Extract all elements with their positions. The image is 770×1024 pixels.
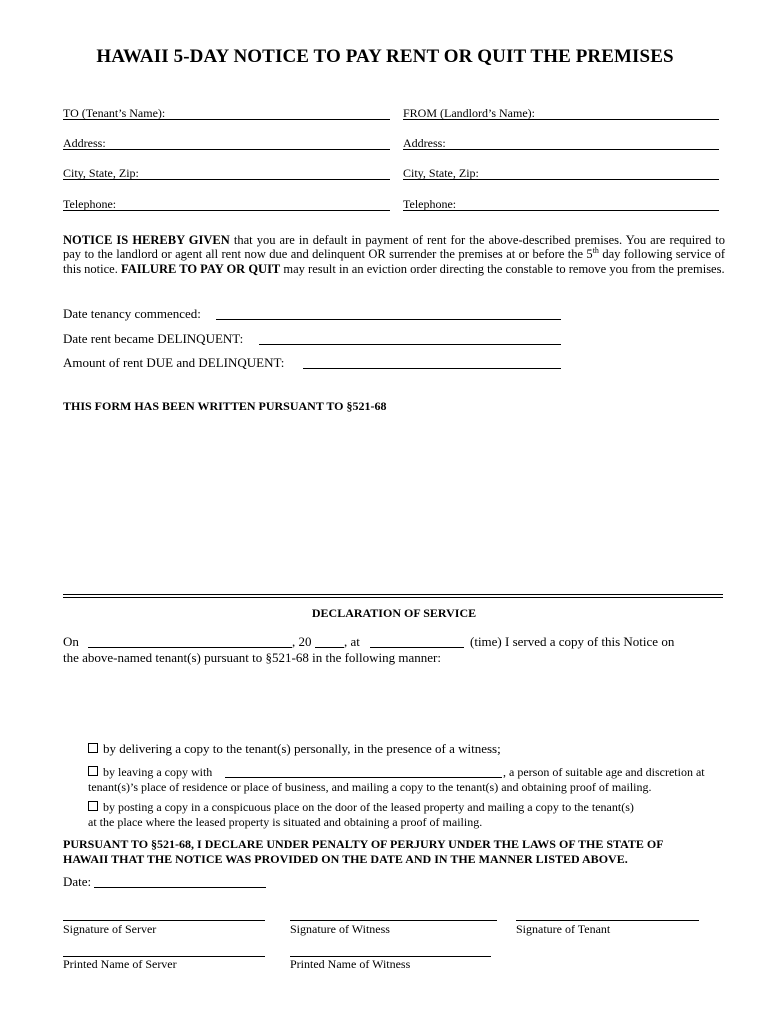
served-on-label: On <box>63 634 79 649</box>
checkbox-leave-copy[interactable] <box>88 766 98 776</box>
statute-note: THIS FORM HAS BEEN WRITTEN PURSUANT TO §521-68 <box>63 399 387 413</box>
checkbox-personal[interactable] <box>88 743 98 753</box>
witness-signature-label: Signature of Witness <box>290 922 390 936</box>
rent-delinquent-label: Date rent became DELINQUENT: <box>63 331 244 346</box>
perjury-statement-1: PURSUANT TO §521-68, I DECLARE UNDER PENALTY OF PERJURY UNDER THE LAWS OF THE STATE OF <box>63 837 664 851</box>
tenant-address-label: Address: <box>63 136 106 150</box>
landlord-city-field[interactable] <box>403 179 719 180</box>
served-time-text: (time) I served a copy of this Notice on <box>470 634 675 649</box>
date-label: Date: <box>63 874 92 889</box>
landlord-name-field[interactable] <box>403 119 719 120</box>
perjury-statement-2: HAWAII THAT THE NOTICE WAS PROVIDED ON THE DATE AND IN THE MANNER LISTED ABOVE. <box>63 852 628 866</box>
section-divider <box>63 594 723 598</box>
option-leave-copy-text: , a person of suitable age and discretion at <box>503 765 705 779</box>
declaration-heading: DECLARATION OF SERVICE <box>311 606 477 620</box>
tenant-name-label: TO (Tenant’s Name): <box>63 106 166 120</box>
tenancy-commenced-label: Date tenancy commenced: <box>63 306 201 321</box>
landlord-address-field[interactable] <box>403 149 719 150</box>
landlord-city-label: City, State, Zip: <box>403 166 479 180</box>
declaration-date-field[interactable] <box>94 887 266 888</box>
server-signature-field[interactable] <box>63 920 265 921</box>
amount-due-field[interactable] <box>303 368 561 369</box>
tenant-phone-field[interactable] <box>63 210 390 211</box>
checkbox-posting[interactable] <box>88 801 98 811</box>
option-posting-text-2: at the place where the leased property is situated and obtaining a proof of mailing. <box>88 815 483 829</box>
server-signature-label: Signature of Server <box>63 922 157 936</box>
landlord-name-label: FROM (Landlord’s Name): <box>403 106 535 120</box>
service-manner-text: the above-named tenant(s) pursuant to §521-68 in the following manner: <box>63 650 441 665</box>
tenant-phone-label: Telephone: <box>63 197 117 211</box>
amount-due-label: Amount of rent DUE and DELINQUENT: <box>63 355 285 370</box>
tenancy-commenced-field[interactable] <box>216 319 561 320</box>
landlord-phone-field[interactable] <box>403 210 719 211</box>
option-leave-copy-text-2: tenant(s)’s place of residence or place of business, and mailing a copy to the tenant(s) and obtaining proof of mailing. <box>88 780 652 794</box>
option-personal[interactable]: by delivering a copy to the tenant(s) personally, in the presence of a witness; <box>88 741 501 757</box>
tenant-address-field[interactable] <box>63 149 390 150</box>
tenant-name-field[interactable] <box>63 119 390 120</box>
landlord-phone-label: Telephone: <box>403 197 457 211</box>
tenant-city-field[interactable] <box>63 179 390 180</box>
witness-signature-field[interactable] <box>290 920 497 921</box>
served-at-label: , at <box>344 634 360 649</box>
served-time-field[interactable] <box>370 647 464 648</box>
tenant-signature-label: Signature of Tenant <box>516 922 611 936</box>
rent-delinquent-field[interactable] <box>259 344 561 345</box>
witness-printed-name-label: Printed Name of Witness <box>290 957 411 971</box>
served-year-field[interactable] <box>315 647 344 648</box>
tenant-signature-field[interactable] <box>516 920 699 921</box>
served-date-field[interactable] <box>88 647 292 648</box>
tenant-city-label: City, State, Zip: <box>63 166 139 180</box>
option-leave-copy[interactable]: by leaving a copy with <box>88 765 212 780</box>
page-title: HAWAII 5-DAY NOTICE TO PAY RENT OR QUIT THE PREMISES <box>96 46 674 67</box>
notice-paragraph: NOTICE IS HEREBY GIVEN that you are in default in payment of rent for the above-described premises. You are required to pay to the landlord or agent all rent now due and delinquent OR surrender the premises at or before the 5th day following service of this notice. FAILURE TO PAY OR QUIT may result in an eviction order directing the constable to remove you from the premises. <box>63 233 726 276</box>
option-posting[interactable]: by posting a copy in a conspicuous place on the door of the leased property and mailing a copy to the tenant(s) <box>88 800 634 815</box>
server-printed-name-label: Printed Name of Server <box>63 957 177 971</box>
leave-copy-person-field[interactable] <box>225 777 502 778</box>
landlord-address-label: Address: <box>403 136 446 150</box>
year-prefix-label: , 20 <box>292 634 312 649</box>
